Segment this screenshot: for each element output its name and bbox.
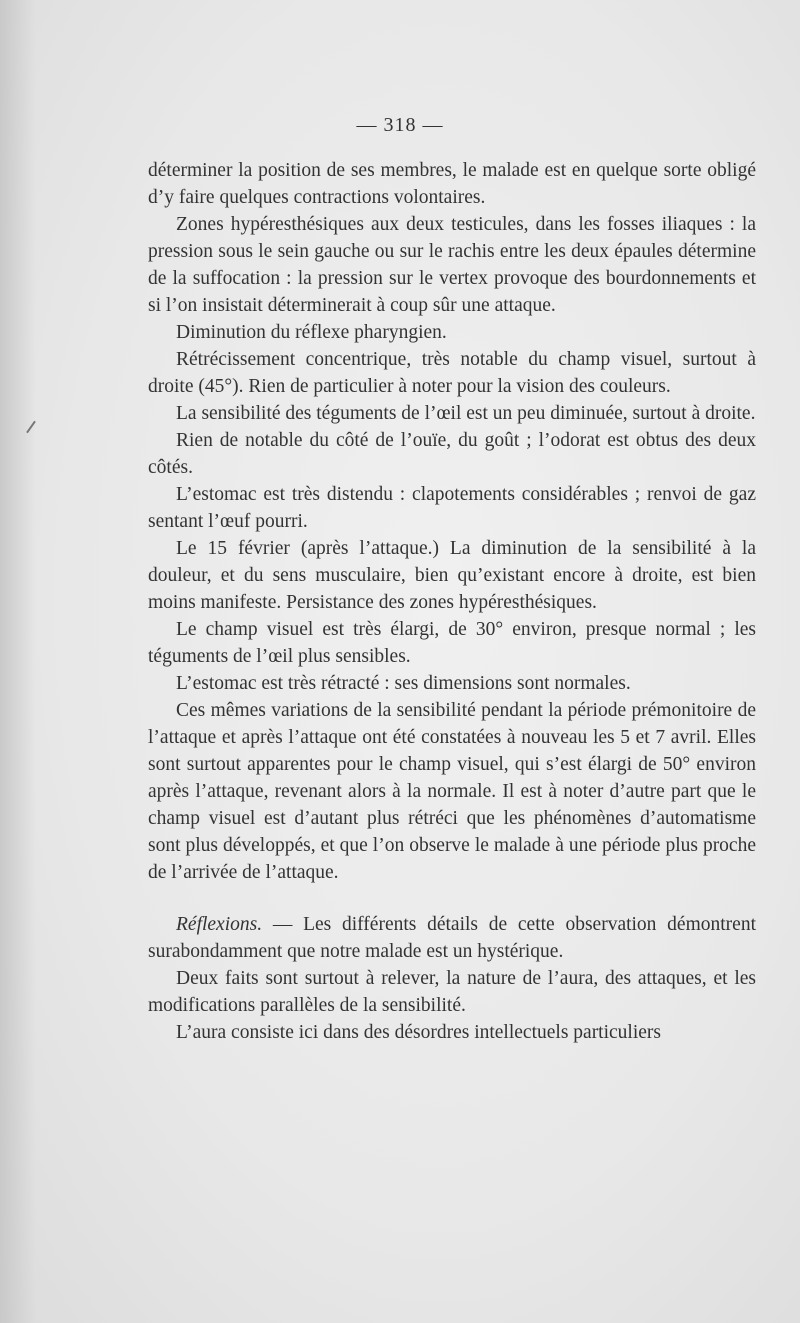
paragraph: La sensibilité des téguments de l’œil est un peu diminuée, surtout à droite. xyxy=(176,403,756,424)
paragraph: Ces mêmes variations de la sensibilité pendant la période prémonitoire de l’attaque et après l’attaque ont été constatées à nouveau les 5 et 7 avril. Elles sont surtout apparentes pour le champ visuel, qui s’est élargi de 50° environ après l’attaque, revenant alors à la normale. Il est à noter d’autre part que le champ visuel est d’autant plus rétréci que les phénomènes d’automatisme sont plus développés, et que l’on observe le malade à une période plus proche de l’arrivée de l’attaque. xyxy=(148,700,756,883)
paragraph: Diminution du réflexe pharyngien. xyxy=(176,322,447,343)
paragraph: L’estomac est très rétracté : ses dimensions sont normales. xyxy=(176,673,631,694)
paragraph: Le 15 février (après l’attaque.) La diminution de la sensibilité à la douleur, et du sens musculaire, bien qu’existant encore à droite, est bien moins manifeste. Persistance des zones hypéresthésiques. xyxy=(148,538,756,613)
page-edge-shadow xyxy=(0,0,36,1323)
paragraph: déterminer la position de ses membres, le malade est en quelque sorte obligé d’y faire quelques contractions volontaires. xyxy=(148,160,756,208)
page-number: — 318 — xyxy=(356,114,444,136)
paragraph-reflexions xyxy=(148,911,756,965)
paragraph: Deux faits sont surtout à relever, la nature de l’aura, des attaques, et les modifications parallèles de la sensibilité. xyxy=(148,968,756,1016)
paragraph: L’aura consiste ici dans des désordres intellectuels particuliers xyxy=(176,1022,661,1043)
paragraph: Rétrécissement concentrique, très notable du champ visuel, surtout à droite (45°). Rien de particulier à noter pour la vision des couleurs. xyxy=(148,349,756,397)
paragraph: Zones hypéresthésiques aux deux testicules, dans les fosses iliaques : la pression sous le sein gauche ou sur le rachis entre les deux épaules détermine de la suffocation : la pression sur le vertex provoque des bourdonnements et si l’on insistait déterminerait à coup sûr une attaque. xyxy=(148,214,756,316)
paragraph: Rien de notable du côté de l’ouïe, du goût ; l’odorat est obtus des deux côtés. xyxy=(148,430,756,478)
paragraph: Le champ visuel est très élargi, de 30° environ, presque normal ; les téguments de l’œil plus sensibles. xyxy=(148,619,756,667)
section-label: Réflexions. xyxy=(176,914,263,935)
paragraph: L’estomac est très distendu : clapotements considérables ; renvoi de gaz sentant l’œuf pourri. xyxy=(148,484,756,532)
body-text xyxy=(148,157,756,1046)
paragraph-text: — Les différents détails de cette observation démontrent surabondamment que notre malade est un hystérique. xyxy=(148,914,756,962)
